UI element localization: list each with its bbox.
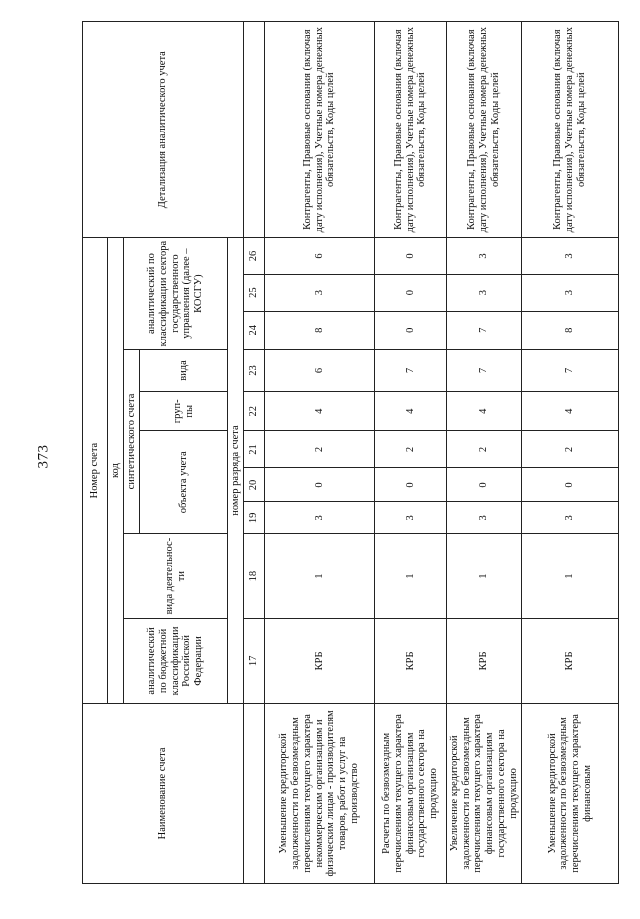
digit-cell: 0 bbox=[375, 468, 447, 502]
column-number: 25 bbox=[244, 274, 265, 311]
activity-cell: 1 bbox=[375, 534, 447, 619]
page-number: 373 bbox=[35, 444, 52, 469]
digit-cell: 4 bbox=[375, 392, 447, 431]
header-activity-type: вида деятельнос-ти bbox=[124, 534, 228, 619]
digit-cell: 6 bbox=[265, 349, 375, 391]
column-number-blank bbox=[244, 22, 265, 238]
account-name: Уменьшение кредиторской задолженности по безвозмездным перечислениям текущего характера финансовым bbox=[522, 703, 619, 883]
digit-cell: 3 bbox=[265, 502, 375, 534]
krb-cell: КРБ bbox=[447, 619, 522, 704]
header-analytic-budget: аналитический по бюджетной классификации Российской Федерации bbox=[124, 619, 228, 704]
activity-cell: 1 bbox=[265, 534, 375, 619]
table-row bbox=[522, 22, 619, 884]
digit-cell: 7 bbox=[522, 349, 619, 391]
detail-cell: Контрагенты, Правовые основания (включая дату исполнения), Учетные номера денежных обязательств, Коды целей bbox=[265, 22, 375, 238]
digit-cell: 2 bbox=[447, 431, 522, 468]
digit-cell: 2 bbox=[375, 431, 447, 468]
krb-cell: КРБ bbox=[375, 619, 447, 704]
detail-cell: Контрагенты, Правовые основания (включая дату исполнения), Учетные номера денежных обязательств, Коды целей bbox=[447, 22, 522, 238]
digit-cell: 4 bbox=[265, 392, 375, 431]
digit-cell: 7 bbox=[375, 349, 447, 391]
digit-cell: 8 bbox=[522, 311, 619, 349]
column-number: 18 bbox=[244, 534, 265, 619]
digit-cell: 8 bbox=[265, 311, 375, 349]
header-account-number: Номер счета bbox=[83, 238, 108, 703]
digit-cell: 0 bbox=[375, 311, 447, 349]
header-accounting-object: объекта учета bbox=[140, 431, 228, 534]
table-row bbox=[375, 22, 447, 884]
digit-cell: 7 bbox=[447, 349, 522, 391]
header-kind: вида bbox=[140, 349, 228, 391]
header-code: код bbox=[108, 238, 124, 703]
krb-cell: КРБ bbox=[265, 619, 375, 704]
digit-cell: 0 bbox=[375, 274, 447, 311]
activity-cell: 1 bbox=[447, 534, 522, 619]
table-row bbox=[447, 22, 522, 884]
digit-cell: 2 bbox=[265, 431, 375, 468]
digit-cell: 3 bbox=[522, 274, 619, 311]
header-digit-number: номер разряда счета bbox=[228, 238, 244, 703]
krb-cell: КРБ bbox=[522, 619, 619, 704]
header-synthetic: синтетического счета bbox=[124, 349, 140, 533]
column-number: 26 bbox=[244, 238, 265, 274]
accounts-table bbox=[82, 21, 619, 884]
digit-cell: 0 bbox=[265, 468, 375, 502]
digit-cell: 3 bbox=[447, 274, 522, 311]
header-analytic-kosgu: аналитический по классификации сектора государственного управления (далее – КОСГУ) bbox=[124, 238, 228, 349]
header-group: груп-пы bbox=[140, 392, 228, 431]
table-row bbox=[265, 22, 375, 884]
digit-cell: 3 bbox=[265, 274, 375, 311]
header-detailing: Детализация аналитического учета bbox=[83, 22, 244, 238]
account-name: Расчеты по безвозмездным перечислениям текущего характера финансовым организациям государственного сектора на продукцию bbox=[375, 703, 447, 883]
rotated-table-container bbox=[82, 21, 618, 884]
digit-cell: 3 bbox=[522, 238, 619, 274]
column-number: 20 bbox=[244, 468, 265, 502]
digit-cell: 0 bbox=[447, 468, 522, 502]
digit-cell: 2 bbox=[522, 431, 619, 468]
column-number: 22 bbox=[244, 392, 265, 431]
digit-cell: 7 bbox=[447, 311, 522, 349]
column-number-blank bbox=[244, 703, 265, 883]
activity-cell: 1 bbox=[522, 534, 619, 619]
digit-cell: 3 bbox=[375, 502, 447, 534]
column-number: 21 bbox=[244, 431, 265, 468]
digit-cell: 4 bbox=[522, 392, 619, 431]
account-name: Уменьшение кредиторской задолженности по безвозмездным перечислениям текущего характера некоммерческим организациям и физическим лицам - производителям товаров, работ и услуг на производство bbox=[265, 703, 375, 883]
digit-cell: 3 bbox=[447, 502, 522, 534]
column-number: 23 bbox=[244, 349, 265, 391]
header-account-name: Наименование счета bbox=[83, 703, 244, 883]
column-number: 24 bbox=[244, 311, 265, 349]
column-number: 19 bbox=[244, 502, 265, 534]
digit-cell: 3 bbox=[522, 502, 619, 534]
digit-cell: 6 bbox=[265, 238, 375, 274]
digit-cell: 4 bbox=[447, 392, 522, 431]
digit-cell: 0 bbox=[375, 238, 447, 274]
column-number: 17 bbox=[244, 619, 265, 704]
digit-cell: 0 bbox=[522, 468, 619, 502]
account-name: Увеличение кредиторской задолженности по безвозмездным перечислениям текущего характера финансовым организациям государственного сектора на продукцию bbox=[447, 703, 522, 883]
digit-cell: 3 bbox=[447, 238, 522, 274]
detail-cell: Контрагенты, Правовые основания (включая дату исполнения), Учетные номера денежных обязательств, Коды целей bbox=[375, 22, 447, 238]
detail-cell: Контрагенты, Правовые основания (включая дату исполнения), Учетные номера денежных обязательств, Коды целей bbox=[522, 22, 619, 238]
